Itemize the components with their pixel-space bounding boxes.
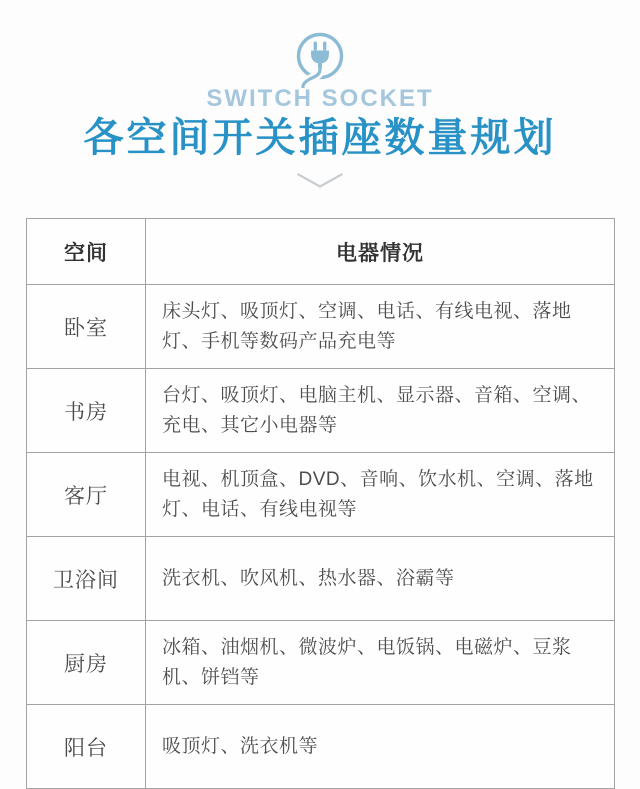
space-cell: 厨房 [27,621,146,705]
table-row [27,537,615,621]
table-row [27,705,615,789]
appliances-cell: 洗衣机、吹风机、热水器、浴霸等 [146,537,615,621]
table-row [27,453,615,537]
space-cell: 卫浴间 [27,537,146,621]
page-title: 各空间开关插座数量规划 [83,116,557,160]
power-plug-icon [0,30,640,88]
space-cell: 客厅 [27,453,146,537]
table-row [27,285,615,369]
column-header-appliances: 电器情况 [146,219,615,285]
space-cell: 卧室 [27,285,146,369]
appliances-cell: 吸顶灯、洗衣机等 [146,705,615,789]
appliances-cell: 床头灯、吸顶灯、空调、电话、有线电视、落地灯、手机等数码产品充电等 [146,285,615,369]
table-header-row [27,219,615,285]
appliances-cell: 电视、机顶盒、DVD、音响、饮水机、空调、落地灯、电话、有线电视等 [146,453,615,537]
table-body [27,285,615,789]
socket-table-wrap [26,218,615,789]
space-cell: 书房 [27,369,146,453]
page-header [0,0,640,189]
space-cell: 阳台 [27,705,146,789]
appliances-cell: 台灯、吸顶灯、电脑主机、显示器、音箱、空调、充电、其它小电器等 [146,369,615,453]
socket-table [26,218,615,789]
table-row [27,369,615,453]
eyebrow-text: SWITCH SOCKET [206,85,434,112]
table-row [27,621,615,705]
appliances-cell: 冰箱、油烟机、微波炉、电饭锅、电磁炉、豆浆机、饼铛等 [146,621,615,705]
column-header-space: 空间 [27,219,146,285]
chevron-down-icon [0,173,640,189]
